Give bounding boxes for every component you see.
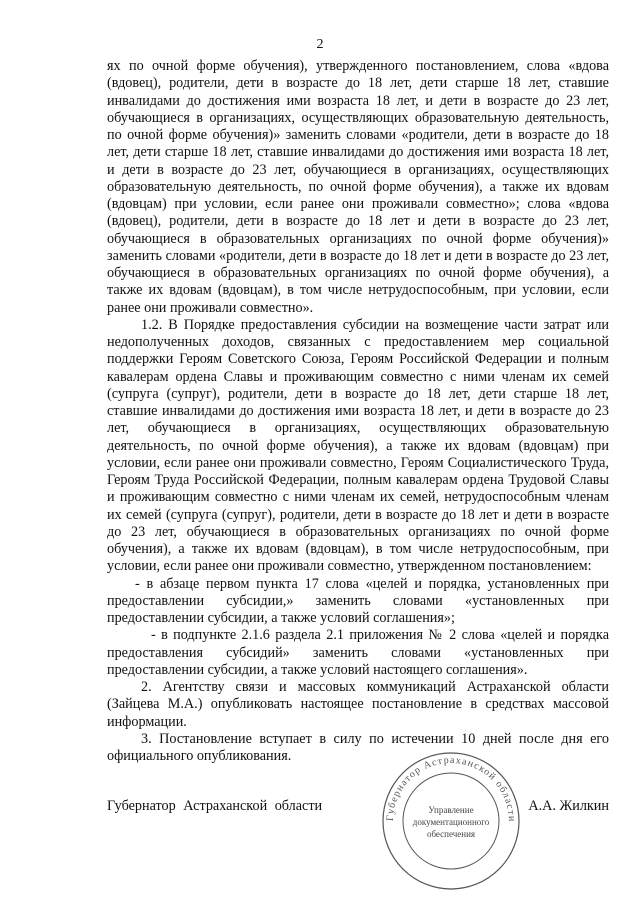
official-stamp [378,751,524,891]
document-body [107,58,609,765]
paragraph-dash-2: - в подпункте 2.1.6 раздела 2.1 приложения № 2 слова «целей и порядка предоставления субсидий» заменить словами «установленных при предоставлении субсидии, а также условий настоящего соглашения». [107,627,609,678]
paragraph-3: 3. Постановление вступает в силу по истечении 10 дней после дня его официального опубликования. [107,730,609,764]
signatory-name: А.А. Жилкин [528,798,609,814]
paragraph-continuation: ях по очной форме обучения), утвержденного постановлением, слова «вдова (вдовец), родители, дети в возрасте до 18 лет, дети старше 18 лет, ставшие инвалидами до достижения ими возраста 18 лет, и дети в возрасте до 23 лет, обучающиеся в организациях, осуществляющих образовательную деятельность, по очной форме обучения)» заменить словами «родители, дети в возрасте до 18 лет, дети старше 18 лет, ставшие инвалидами до достижения ими возраста 18 лет, и дети в возрасте до 23 лет, обучающиеся в организациях, осуществляющих образовательную деятельность, по очной форме обучения), а также их вдовам (вдовцам) при условии, если ранее они проживали совместно»; слова «вдова (вдовец), родители, дети в возрасте до 18 лет и дети в возрасте до 23 лет, обучающиеся в образовательных организациях по очной форме обучения)» заменить словами «родители, дети в возрасте до 18 лет и дети в возрасте до 23 лет, обучающиеся в образовательных организациях по очной форме обучения), а также их вдовам (вдовцам), в том числе нетрудоспособным, при условии, если ранее они проживали совместно». [107,58,609,316]
signature-block [107,796,609,820]
stamp-line-2: документационного [412,817,490,827]
stamp-line-1: Управление [428,805,474,815]
page-number: 2 [316,37,324,52]
signatory-title: Губернатор Астраханской области [107,798,323,814]
paragraph-2: 2. Агентству связи и массовых коммуникаций Астраханской области (Зайцева М.А.) опубликовать настоящее постановление в средствах массовой информации. [107,679,609,730]
paragraph-dash-1: - в абзаце первом пункта 17 слова «целей и порядка, установленных при предоставлении субсидии,» заменить словами «установленных при предоставлении субсидии, а также условий соглашения»; [107,575,609,626]
stamp-ring-text: Губернатор Астраханской области [384,754,518,823]
paragraph-1-2: 1.2. В Порядке предоставления субсидии на возмещение части затрат или недополученных доходов, связанных с предоставлением мер социальной поддержки Героям Советского Союза, Героям Российской Федерации и полным кавалерам ордена Славы и проживающим совместно с ними членам их семей (супруга (супруг), родители, дети в возрасте до 18 лет, дети старше 18 лет, ставшие инвалидами до достижения ими возраста 18 лет, и дети в возрасте до 23 лет, обучающиеся в организациях, осуществляющих образовательную деятельность, по очной форме обучения), а также их вдовам (вдовцам) при условии, если ранее они проживали совместно, Героям Социалистического Труда, Героям Труда Российской Федерации, полным кавалерам ордена Трудовой Славы и проживающим совместно с ними членам их семей, нетрудоспособным членам их семей (супруга (супруг), родители, дети в возрасте до 18 лет и дети в возрасте до 23 лет, обучающиеся в образовательных организациях по очной форме обучения), а также их вдовам (вдовцам), в том числе нетрудоспособным, при условии, если ранее они проживали совместно, утвержденном постановлением: [107,316,609,575]
stamp-line-3: обеспечения [426,829,476,839]
